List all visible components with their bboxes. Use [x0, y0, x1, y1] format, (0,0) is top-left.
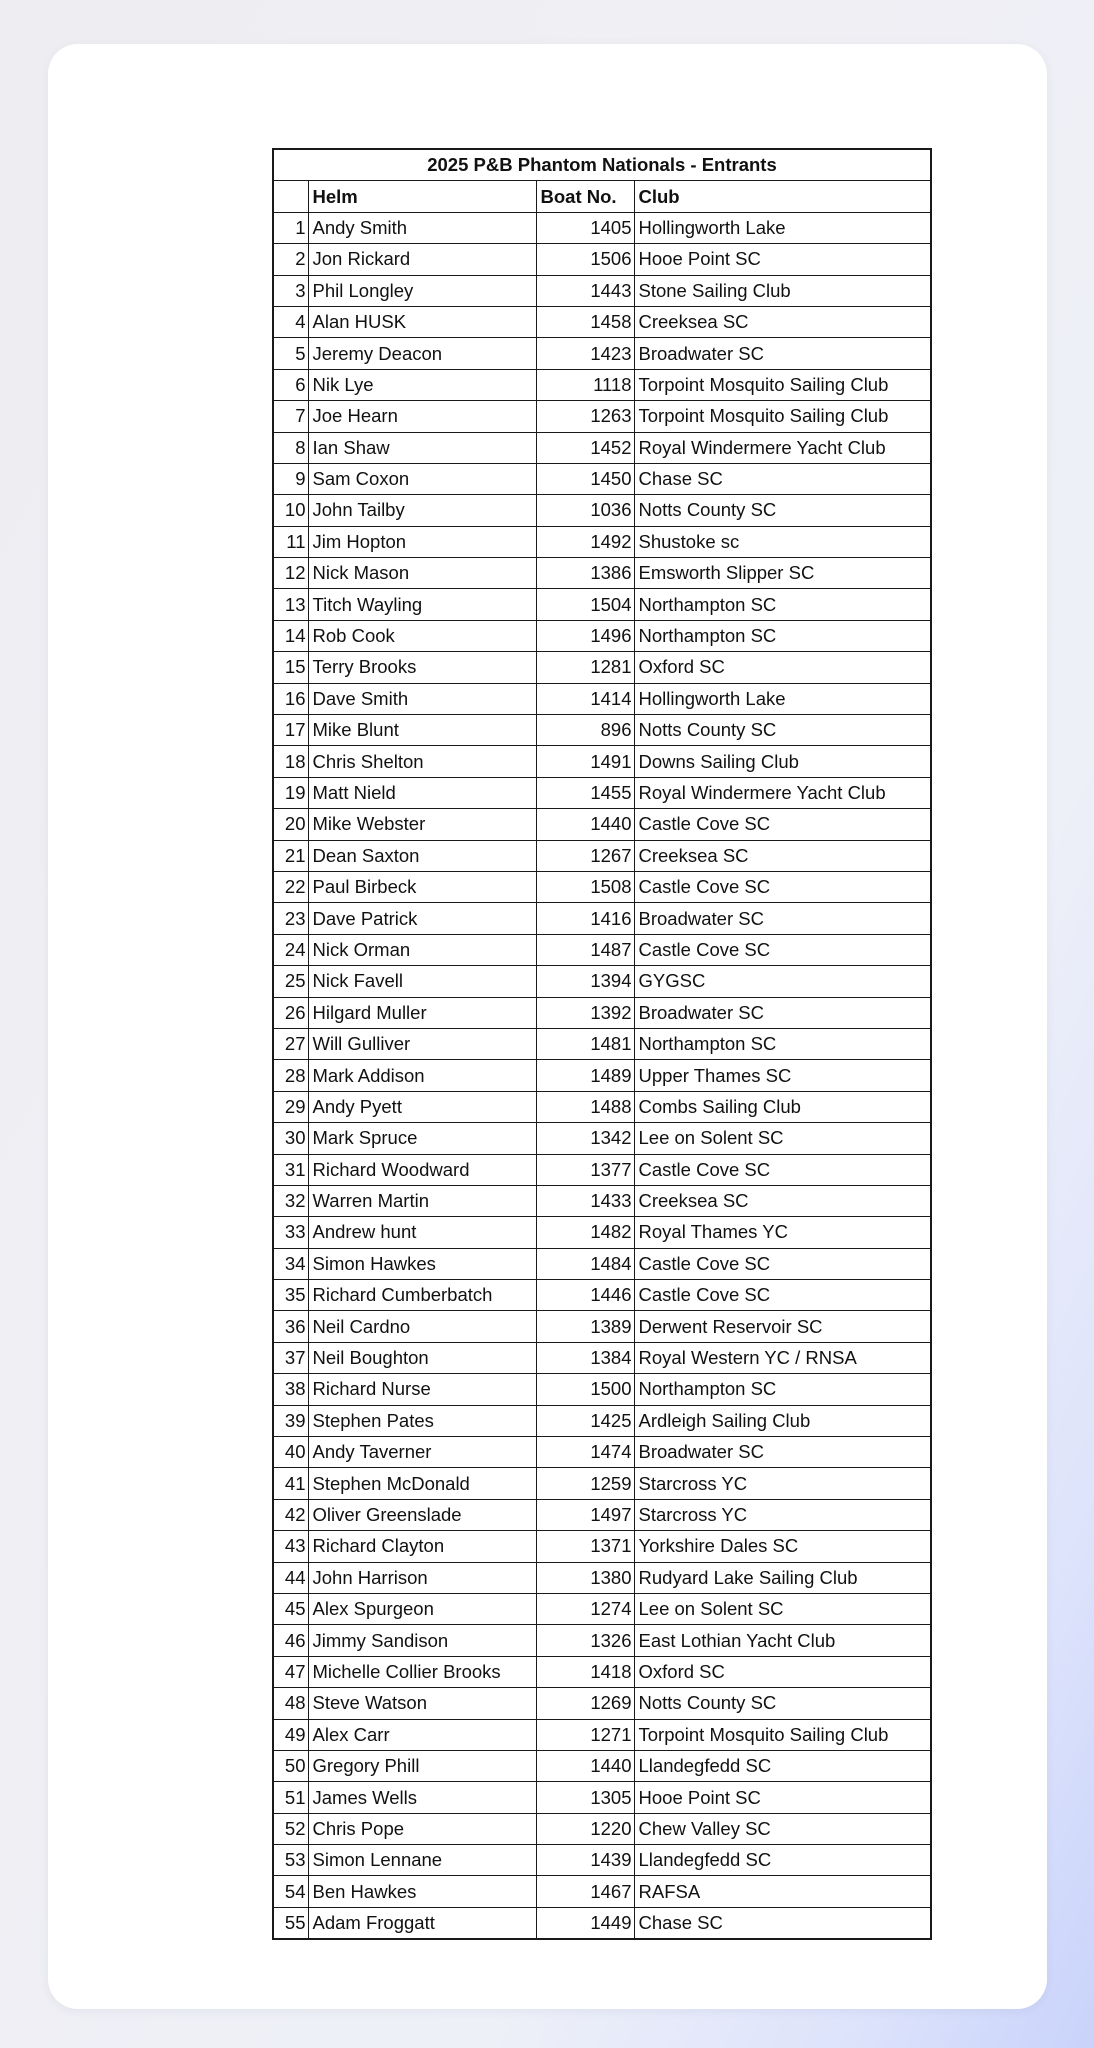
helm-cell: Simon Hawkes	[308, 1248, 536, 1279]
header-boat-no: Boat No.	[536, 181, 634, 212]
club-cell: Northampton SC	[634, 589, 931, 620]
helm-cell: James Wells	[308, 1782, 536, 1813]
table-row	[273, 1342, 931, 1373]
row-number: 18	[273, 746, 308, 777]
club-cell: Northampton SC	[634, 620, 931, 651]
club-cell: Torpoint Mosquito Sailing Club	[634, 401, 931, 432]
club-cell: GYGSC	[634, 966, 931, 997]
table-row	[273, 1907, 931, 1939]
boat-number-cell: 1497	[536, 1499, 634, 1530]
club-cell: Notts County SC	[634, 495, 931, 526]
boat-number-cell: 896	[536, 715, 634, 746]
boat-number-cell: 1416	[536, 903, 634, 934]
table-row	[273, 1405, 931, 1436]
club-cell: Broadwater SC	[634, 903, 931, 934]
boat-number-cell: 1481	[536, 1028, 634, 1059]
table-row	[273, 809, 931, 840]
table-row	[273, 558, 931, 589]
table-row	[273, 1248, 931, 1279]
table-row	[273, 903, 931, 934]
table-row	[273, 966, 931, 997]
table-row	[273, 934, 931, 965]
row-number: 24	[273, 934, 308, 965]
boat-number-cell: 1036	[536, 495, 634, 526]
row-number: 52	[273, 1813, 308, 1844]
boat-number-cell: 1500	[536, 1374, 634, 1405]
row-number: 32	[273, 1185, 308, 1216]
row-number: 20	[273, 809, 308, 840]
helm-cell: Dave Patrick	[308, 903, 536, 934]
helm-cell: John Tailby	[308, 495, 536, 526]
row-number: 9	[273, 463, 308, 494]
club-cell: Castle Cove SC	[634, 934, 931, 965]
header-helm: Helm	[308, 181, 536, 212]
table-row	[273, 1311, 931, 1342]
row-number: 54	[273, 1876, 308, 1907]
club-cell: Castle Cove SC	[634, 871, 931, 902]
row-number: 42	[273, 1499, 308, 1530]
boat-number-cell: 1326	[536, 1625, 634, 1656]
helm-cell: Nick Favell	[308, 966, 536, 997]
helm-cell: Andy Taverner	[308, 1437, 536, 1468]
helm-cell: Andrew hunt	[308, 1217, 536, 1248]
club-cell: Notts County SC	[634, 1688, 931, 1719]
club-cell: Broadwater SC	[634, 1437, 931, 1468]
helm-cell: Jeremy Deacon	[308, 338, 536, 369]
club-cell: Torpoint Mosquito Sailing Club	[634, 1719, 931, 1750]
table-row	[273, 997, 931, 1028]
boat-number-cell: 1446	[536, 1280, 634, 1311]
row-number: 16	[273, 683, 308, 714]
helm-cell: Steve Watson	[308, 1688, 536, 1719]
helm-cell: Hilgard Muller	[308, 997, 536, 1028]
row-number: 10	[273, 495, 308, 526]
helm-cell: Alex Spurgeon	[308, 1593, 536, 1624]
helm-cell: Rob Cook	[308, 620, 536, 651]
boat-number-cell: 1449	[536, 1907, 634, 1939]
table-row	[273, 275, 931, 306]
table-row	[273, 432, 931, 463]
helm-cell: Andy Smith	[308, 212, 536, 243]
helm-cell: Ian Shaw	[308, 432, 536, 463]
boat-number-cell: 1342	[536, 1123, 634, 1154]
boat-number-cell: 1384	[536, 1342, 634, 1373]
helm-cell: Stephen Pates	[308, 1405, 536, 1436]
row-number: 51	[273, 1782, 308, 1813]
boat-number-cell: 1488	[536, 1091, 634, 1122]
club-cell: Castle Cove SC	[634, 1248, 931, 1279]
table-row	[273, 1499, 931, 1530]
club-cell: Northampton SC	[634, 1028, 931, 1059]
club-cell: Royal Windermere Yacht Club	[634, 777, 931, 808]
club-cell: Ardleigh Sailing Club	[634, 1405, 931, 1436]
boat-number-cell: 1439	[536, 1845, 634, 1876]
club-cell: Royal Western YC / RNSA	[634, 1342, 931, 1373]
club-cell: Chew Valley SC	[634, 1813, 931, 1844]
header-club: Club	[634, 181, 931, 212]
boat-number-cell: 1474	[536, 1437, 634, 1468]
boat-number-cell: 1274	[536, 1593, 634, 1624]
helm-cell: Nick Mason	[308, 558, 536, 589]
boat-number-cell: 1418	[536, 1656, 634, 1687]
helm-cell: Adam Froggatt	[308, 1907, 536, 1939]
club-cell: Broadwater SC	[634, 997, 931, 1028]
table-row	[273, 1060, 931, 1091]
row-number: 4	[273, 306, 308, 337]
helm-cell: Mark Spruce	[308, 1123, 536, 1154]
boat-number-cell: 1405	[536, 212, 634, 243]
club-cell: RAFSA	[634, 1876, 931, 1907]
table-row	[273, 1593, 931, 1624]
table-row	[273, 1468, 931, 1499]
table-row	[273, 620, 931, 651]
table-row	[273, 495, 931, 526]
row-number: 8	[273, 432, 308, 463]
boat-number-cell: 1263	[536, 401, 634, 432]
helm-cell: Joe Hearn	[308, 401, 536, 432]
helm-cell: Michelle Collier Brooks	[308, 1656, 536, 1687]
table-row	[273, 1625, 931, 1656]
row-number: 50	[273, 1750, 308, 1781]
club-cell: Downs Sailing Club	[634, 746, 931, 777]
helm-cell: Gregory Phill	[308, 1750, 536, 1781]
club-cell: Oxford SC	[634, 652, 931, 683]
helm-cell: Ben Hawkes	[308, 1876, 536, 1907]
helm-cell: Andy Pyett	[308, 1091, 536, 1122]
boat-number-cell: 1508	[536, 871, 634, 902]
boat-number-cell: 1380	[536, 1562, 634, 1593]
helm-cell: Phil Longley	[308, 275, 536, 306]
helm-cell: Jon Rickard	[308, 244, 536, 275]
boat-number-cell: 1484	[536, 1248, 634, 1279]
table-row	[273, 589, 931, 620]
helm-cell: Paul Birbeck	[308, 871, 536, 902]
boat-number-cell: 1394	[536, 966, 634, 997]
boat-number-cell: 1452	[536, 432, 634, 463]
club-cell: Combs Sailing Club	[634, 1091, 931, 1122]
row-number: 11	[273, 526, 308, 557]
row-number: 48	[273, 1688, 308, 1719]
helm-cell: Nik Lye	[308, 369, 536, 400]
table-row	[273, 244, 931, 275]
club-cell: Derwent Reservoir SC	[634, 1311, 931, 1342]
club-cell: Castle Cove SC	[634, 1154, 931, 1185]
club-cell: Royal Windermere Yacht Club	[634, 432, 931, 463]
club-cell: Chase SC	[634, 463, 931, 494]
table-row	[273, 1437, 931, 1468]
table-row	[273, 1562, 931, 1593]
club-cell: Llandegfedd SC	[634, 1750, 931, 1781]
table-row	[273, 306, 931, 337]
table-row	[273, 1750, 931, 1781]
row-number: 47	[273, 1656, 308, 1687]
club-cell: Torpoint Mosquito Sailing Club	[634, 369, 931, 400]
table-row	[273, 1217, 931, 1248]
helm-cell: Chris Pope	[308, 1813, 536, 1844]
row-number: 15	[273, 652, 308, 683]
row-number: 27	[273, 1028, 308, 1059]
boat-number-cell: 1392	[536, 997, 634, 1028]
club-cell: Chase SC	[634, 1907, 931, 1939]
row-number: 12	[273, 558, 308, 589]
boat-number-cell: 1491	[536, 746, 634, 777]
row-number: 7	[273, 401, 308, 432]
club-cell: Yorkshire Dales SC	[634, 1531, 931, 1562]
table-row	[273, 463, 931, 494]
row-number: 3	[273, 275, 308, 306]
table-row	[273, 1813, 931, 1844]
club-cell: Rudyard Lake Sailing Club	[634, 1562, 931, 1593]
row-number: 33	[273, 1217, 308, 1248]
row-number: 38	[273, 1374, 308, 1405]
title-row	[273, 149, 931, 181]
row-number: 36	[273, 1311, 308, 1342]
table-row	[273, 871, 931, 902]
helm-cell: Mike Webster	[308, 809, 536, 840]
helm-cell: Dean Saxton	[308, 840, 536, 871]
row-number: 5	[273, 338, 308, 369]
boat-number-cell: 1440	[536, 1750, 634, 1781]
table-row	[273, 338, 931, 369]
table-row	[273, 746, 931, 777]
club-cell: Creeksea SC	[634, 306, 931, 337]
row-number: 53	[273, 1845, 308, 1876]
club-cell: Upper Thames SC	[634, 1060, 931, 1091]
boat-number-cell: 1433	[536, 1185, 634, 1216]
document-card	[48, 44, 1047, 2009]
row-number: 41	[273, 1468, 308, 1499]
helm-cell: Neil Cardno	[308, 1311, 536, 1342]
boat-number-cell: 1267	[536, 840, 634, 871]
table-row	[273, 683, 931, 714]
club-cell: Starcross YC	[634, 1468, 931, 1499]
table-row	[273, 1656, 931, 1687]
helm-cell: John Harrison	[308, 1562, 536, 1593]
table-row	[273, 1719, 931, 1750]
row-number: 45	[273, 1593, 308, 1624]
helm-cell: Dave Smith	[308, 683, 536, 714]
table-row	[273, 1845, 931, 1876]
row-number: 21	[273, 840, 308, 871]
row-number: 35	[273, 1280, 308, 1311]
boat-number-cell: 1467	[536, 1876, 634, 1907]
club-cell: Northampton SC	[634, 1374, 931, 1405]
club-cell: Creeksea SC	[634, 1185, 931, 1216]
table-row	[273, 1185, 931, 1216]
table-title: 2025 P&B Phantom Nationals - Entrants	[273, 149, 931, 181]
row-number: 25	[273, 966, 308, 997]
helm-cell: Titch Wayling	[308, 589, 536, 620]
row-number: 29	[273, 1091, 308, 1122]
row-number: 37	[273, 1342, 308, 1373]
helm-cell: Mike Blunt	[308, 715, 536, 746]
helm-cell: Terry Brooks	[308, 652, 536, 683]
header-number	[273, 181, 308, 212]
row-number: 6	[273, 369, 308, 400]
table-row	[273, 369, 931, 400]
boat-number-cell: 1487	[536, 934, 634, 965]
row-number: 43	[273, 1531, 308, 1562]
row-number: 30	[273, 1123, 308, 1154]
table-row	[273, 715, 931, 746]
boat-number-cell: 1489	[536, 1060, 634, 1091]
boat-number-cell: 1269	[536, 1688, 634, 1719]
boat-number-cell: 1455	[536, 777, 634, 808]
club-cell: Royal Thames YC	[634, 1217, 931, 1248]
table-row	[273, 1091, 931, 1122]
helm-cell: Stephen McDonald	[308, 1468, 536, 1499]
boat-number-cell: 1458	[536, 306, 634, 337]
helm-cell: Sam Coxon	[308, 463, 536, 494]
row-number: 14	[273, 620, 308, 651]
header-row	[273, 181, 931, 212]
table-row	[273, 1876, 931, 1907]
boat-number-cell: 1259	[536, 1468, 634, 1499]
row-number: 26	[273, 997, 308, 1028]
helm-cell: Richard Nurse	[308, 1374, 536, 1405]
table-row	[273, 401, 931, 432]
boat-number-cell: 1443	[536, 275, 634, 306]
row-number: 49	[273, 1719, 308, 1750]
boat-number-cell: 1450	[536, 463, 634, 494]
entrants-body	[273, 212, 931, 1939]
row-number: 55	[273, 1907, 308, 1939]
club-cell: Emsworth Slipper SC	[634, 558, 931, 589]
boat-number-cell: 1440	[536, 809, 634, 840]
table-row	[273, 777, 931, 808]
boat-number-cell: 1271	[536, 1719, 634, 1750]
table-row	[273, 1028, 931, 1059]
table-row	[273, 1531, 931, 1562]
table-row	[273, 652, 931, 683]
boat-number-cell: 1423	[536, 338, 634, 369]
helm-cell: Will Gulliver	[308, 1028, 536, 1059]
boat-number-cell: 1118	[536, 369, 634, 400]
helm-cell: Jim Hopton	[308, 526, 536, 557]
table-row	[273, 1374, 931, 1405]
table-row	[273, 212, 931, 243]
table-row	[273, 1280, 931, 1311]
club-cell: Creeksea SC	[634, 840, 931, 871]
club-cell: Hollingworth Lake	[634, 212, 931, 243]
table-row	[273, 1123, 931, 1154]
row-number: 2	[273, 244, 308, 275]
club-cell: Hooe Point SC	[634, 1782, 931, 1813]
boat-number-cell: 1377	[536, 1154, 634, 1185]
entrants-table	[272, 148, 932, 1940]
helm-cell: Richard Cumberbatch	[308, 1280, 536, 1311]
boat-number-cell: 1504	[536, 589, 634, 620]
table-row	[273, 1688, 931, 1719]
club-cell: East Lothian Yacht Club	[634, 1625, 931, 1656]
boat-number-cell: 1281	[536, 652, 634, 683]
table-row	[273, 1154, 931, 1185]
helm-cell: Richard Woodward	[308, 1154, 536, 1185]
table-row	[273, 526, 931, 557]
club-cell: Shustoke sc	[634, 526, 931, 557]
table-row	[273, 840, 931, 871]
helm-cell: Warren Martin	[308, 1185, 536, 1216]
boat-number-cell: 1492	[536, 526, 634, 557]
boat-number-cell: 1414	[536, 683, 634, 714]
boat-number-cell: 1506	[536, 244, 634, 275]
helm-cell: Matt Nield	[308, 777, 536, 808]
row-number: 39	[273, 1405, 308, 1436]
helm-cell: Richard Clayton	[308, 1531, 536, 1562]
boat-number-cell: 1386	[536, 558, 634, 589]
helm-cell: Alan HUSK	[308, 306, 536, 337]
club-cell: Lee on Solent SC	[634, 1593, 931, 1624]
club-cell: Castle Cove SC	[634, 809, 931, 840]
boat-number-cell: 1389	[536, 1311, 634, 1342]
boat-number-cell: 1305	[536, 1782, 634, 1813]
helm-cell: Chris Shelton	[308, 746, 536, 777]
helm-cell: Jimmy Sandison	[308, 1625, 536, 1656]
boat-number-cell: 1482	[536, 1217, 634, 1248]
table-row	[273, 1782, 931, 1813]
club-cell: Hooe Point SC	[634, 244, 931, 275]
helm-cell: Nick Orman	[308, 934, 536, 965]
row-number: 13	[273, 589, 308, 620]
club-cell: Lee on Solent SC	[634, 1123, 931, 1154]
club-cell: Hollingworth Lake	[634, 683, 931, 714]
helm-cell: Neil Boughton	[308, 1342, 536, 1373]
row-number: 34	[273, 1248, 308, 1279]
row-number: 22	[273, 871, 308, 902]
row-number: 19	[273, 777, 308, 808]
club-cell: Starcross YC	[634, 1499, 931, 1530]
row-number: 1	[273, 212, 308, 243]
boat-number-cell: 1220	[536, 1813, 634, 1844]
club-cell: Llandegfedd SC	[634, 1845, 931, 1876]
club-cell: Stone Sailing Club	[634, 275, 931, 306]
helm-cell: Oliver Greenslade	[308, 1499, 536, 1530]
club-cell: Broadwater SC	[634, 338, 931, 369]
row-number: 46	[273, 1625, 308, 1656]
boat-number-cell: 1371	[536, 1531, 634, 1562]
club-cell: Oxford SC	[634, 1656, 931, 1687]
club-cell: Notts County SC	[634, 715, 931, 746]
club-cell: Castle Cove SC	[634, 1280, 931, 1311]
row-number: 17	[273, 715, 308, 746]
helm-cell: Mark Addison	[308, 1060, 536, 1091]
row-number: 40	[273, 1437, 308, 1468]
boat-number-cell: 1425	[536, 1405, 634, 1436]
row-number: 44	[273, 1562, 308, 1593]
helm-cell: Simon Lennane	[308, 1845, 536, 1876]
boat-number-cell: 1496	[536, 620, 634, 651]
row-number: 31	[273, 1154, 308, 1185]
row-number: 23	[273, 903, 308, 934]
row-number: 28	[273, 1060, 308, 1091]
helm-cell: Alex Carr	[308, 1719, 536, 1750]
